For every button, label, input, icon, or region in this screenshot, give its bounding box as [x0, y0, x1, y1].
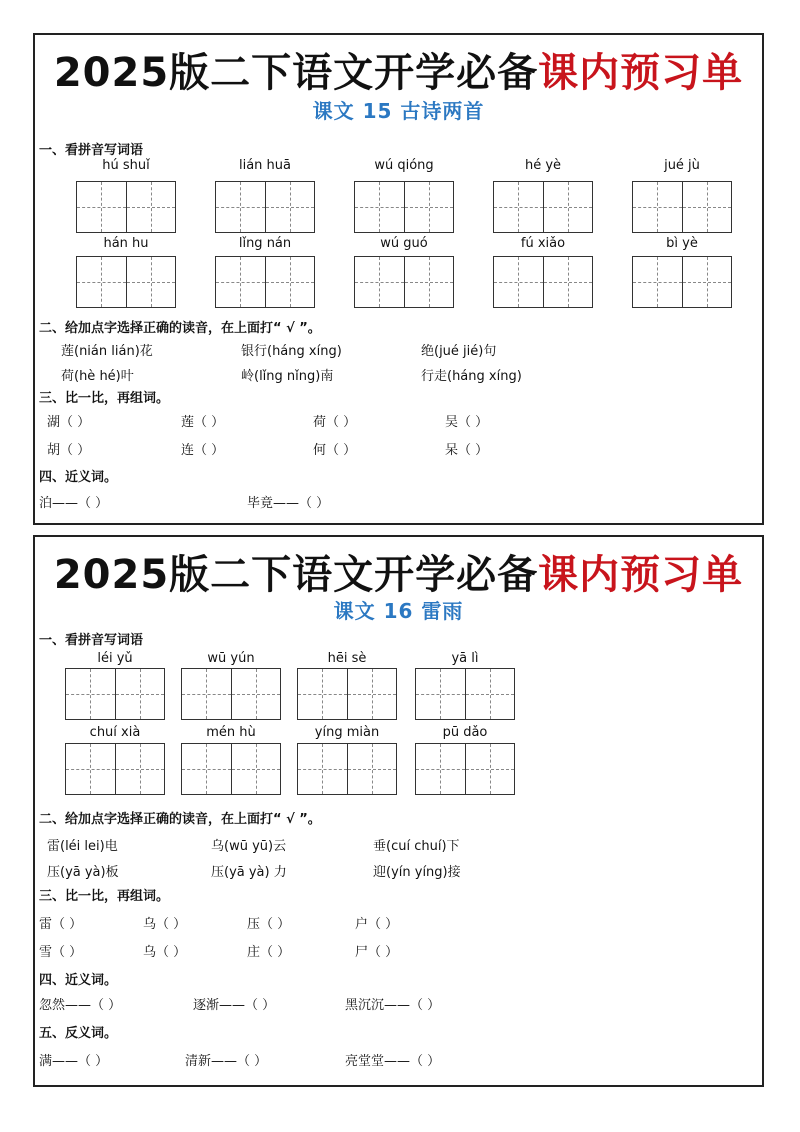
pinyin-label: jué jù	[664, 158, 700, 173]
sheet-title: 2025版二下语文开学必备课内预习单	[53, 50, 744, 96]
reading-choice[interactable]: 绝(jué jié)句	[421, 344, 497, 359]
pinyin-label: mén hù	[206, 725, 256, 740]
synonym-item[interactable]: 黑沉沉——（ ）	[345, 998, 441, 1013]
pinyin-label: hú shuǐ	[102, 158, 150, 173]
reading-choice[interactable]: 乌(wū yū)云	[211, 839, 287, 854]
writing-box[interactable]	[493, 181, 593, 233]
reading-choice[interactable]: 荷(hè hé)叶	[61, 369, 134, 384]
section-4-title: 四、近义词。	[39, 470, 118, 485]
writing-box[interactable]	[215, 181, 315, 233]
pinyin-label: fú xiǎo	[520, 236, 566, 251]
writing-box[interactable]	[632, 256, 732, 308]
writing-box[interactable]	[354, 256, 454, 308]
section-2-title: 二、给加点字选择正确的读音，在上面打“ √ ”。	[39, 812, 321, 827]
worksheet-lesson-16	[33, 535, 764, 1087]
pinyin-label: yā lì	[451, 651, 479, 666]
compare-word-item[interactable]: 乌（ ）	[143, 917, 187, 932]
reading-choice[interactable]: 行走(háng xíng)	[421, 369, 522, 384]
pinyin-label: hēi sè	[327, 651, 367, 666]
pinyin-label: lǐng nán	[238, 236, 292, 251]
writing-box[interactable]	[215, 256, 315, 308]
compare-word-item[interactable]: 雪（ ）	[39, 945, 83, 960]
writing-box[interactable]	[76, 256, 176, 308]
pinyin-label: lián huā	[238, 158, 291, 173]
writing-box[interactable]	[181, 668, 281, 720]
compare-word-item[interactable]: 乌（ ）	[143, 945, 187, 960]
reading-choice[interactable]: 岭(lǐng nǐng)南	[241, 369, 334, 384]
synonym-item[interactable]: 忽然——（ ）	[39, 998, 122, 1013]
pinyin-label: wú qióng	[374, 158, 434, 173]
compare-word-item[interactable]: 胡（ ）	[47, 443, 91, 458]
reading-choice[interactable]: 压(yā yà)板	[47, 865, 119, 880]
pinyin-label: pū dǎo	[442, 725, 488, 740]
pinyin-label: léi yǔ	[97, 651, 133, 666]
reading-choice[interactable]: 银行(háng xíng)	[241, 344, 342, 359]
pinyin-label: wū yún	[207, 651, 255, 666]
writing-box[interactable]	[354, 181, 454, 233]
compare-word-item[interactable]: 庄（ ）	[247, 945, 291, 960]
compare-word-item[interactable]: 户（ ）	[355, 917, 399, 932]
lesson-subtitle: 课文 15 古诗两首	[312, 99, 485, 123]
writing-box[interactable]	[65, 743, 165, 795]
section-1-title: 一、看拼音写词语	[39, 633, 144, 648]
section-1-title: 一、看拼音写词语	[39, 143, 144, 158]
writing-box[interactable]	[415, 743, 515, 795]
writing-box[interactable]	[415, 668, 515, 720]
pinyin-label: yíng miàn	[314, 725, 380, 740]
compare-word-item[interactable]: 连（ ）	[181, 443, 225, 458]
reading-choice[interactable]: 垂(cuí chuí)下	[373, 839, 460, 854]
section-5-title: 五、反义词。	[39, 1026, 118, 1041]
section-4-title: 四、近义词。	[39, 973, 118, 988]
section-3-title: 三、比一比，再组词。	[39, 889, 170, 904]
reading-choice[interactable]: 雷(léi lei)电	[47, 839, 118, 854]
lesson-subtitle: 课文 16 雷雨	[333, 599, 464, 623]
section-3-title: 三、比一比，再组词。	[39, 391, 170, 406]
worksheet-lesson-15	[33, 33, 764, 525]
pinyin-label: wú guó	[380, 236, 428, 251]
sheet-title: 2025版二下语文开学必备课内预习单	[53, 552, 744, 598]
antonym-item[interactable]: 满——（ ）	[39, 1054, 109, 1069]
compare-word-item[interactable]: 雷（ ）	[39, 917, 83, 932]
pinyin-label: hán hu	[103, 236, 149, 251]
compare-word-item[interactable]: 荷（ ）	[313, 415, 357, 430]
synonym-item[interactable]: 逐渐——（ ）	[193, 998, 276, 1013]
antonym-item[interactable]: 亮堂堂——（ ）	[345, 1054, 441, 1069]
compare-word-item[interactable]: 吴（ ）	[445, 415, 489, 430]
writing-box[interactable]	[632, 181, 732, 233]
compare-word-item[interactable]: 莲（ ）	[181, 415, 225, 430]
writing-box[interactable]	[181, 743, 281, 795]
writing-box[interactable]	[76, 181, 176, 233]
reading-choice[interactable]: 压(yā yà) 力	[211, 865, 287, 880]
synonym-item[interactable]: 毕竟——（ ）	[247, 496, 330, 511]
compare-word-item[interactable]: 湖（ ）	[47, 415, 91, 430]
pinyin-label: chuí xià	[89, 725, 141, 740]
writing-box[interactable]	[297, 743, 397, 795]
synonym-item[interactable]: 泊——（ ）	[39, 496, 109, 511]
pinyin-label: hé yè	[524, 158, 562, 173]
reading-choice[interactable]: 莲(nián lián)花	[61, 344, 153, 359]
compare-word-item[interactable]: 尸（ ）	[355, 945, 399, 960]
compare-word-item[interactable]: 何（ ）	[313, 443, 357, 458]
writing-box[interactable]	[297, 668, 397, 720]
writing-box[interactable]	[493, 256, 593, 308]
pinyin-label: bì yè	[666, 236, 698, 251]
section-2-title: 二、给加点字选择正确的读音，在上面打“ √ ”。	[39, 321, 321, 336]
writing-box[interactable]	[65, 668, 165, 720]
antonym-item[interactable]: 清新——（ ）	[185, 1054, 268, 1069]
compare-word-item[interactable]: 呆（ ）	[445, 443, 489, 458]
reading-choice[interactable]: 迎(yín yíng)接	[373, 865, 461, 880]
compare-word-item[interactable]: 压（ ）	[247, 917, 291, 932]
